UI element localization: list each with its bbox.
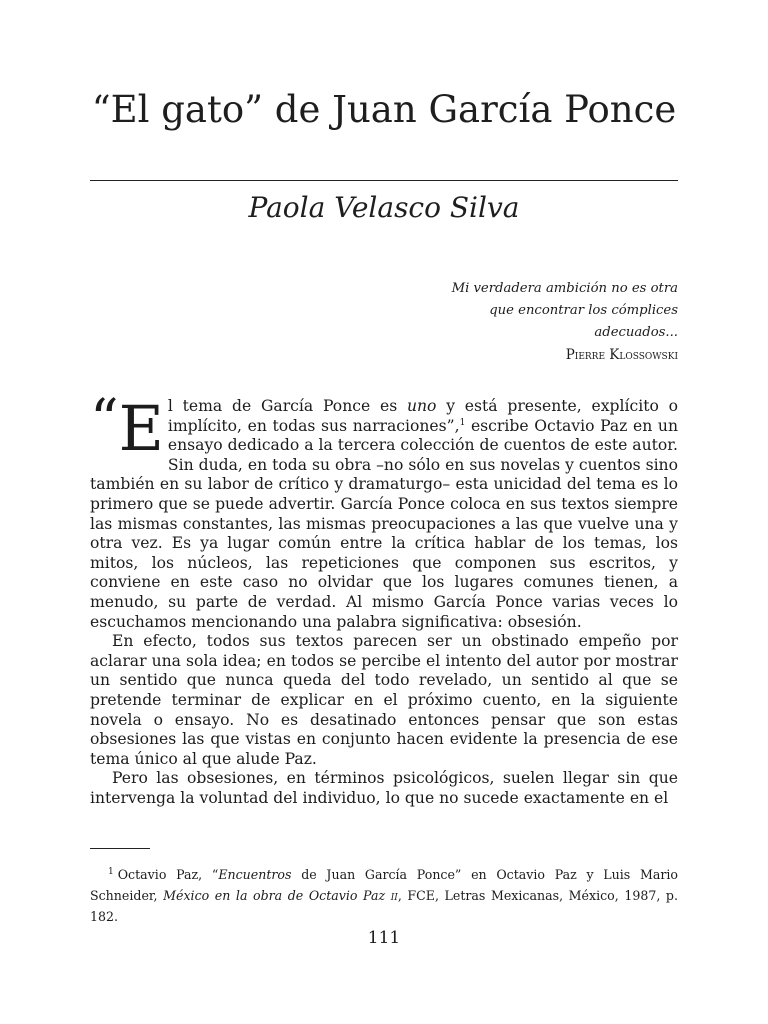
footnote-italic: México en la obra de Octavio Paz <box>163 888 391 903</box>
epigraph <box>318 278 678 366</box>
emphasis-text: uno <box>406 397 437 415</box>
article-author: Paola Velasco Silva <box>248 191 520 224</box>
paragraph-text: y está presente, explícito o implícito, en todas sus narraciones”, <box>167 397 678 435</box>
footnote-small-caps: ii <box>390 888 398 903</box>
footnote-divider <box>90 848 150 849</box>
paragraph-text: l tema de García Ponce es <box>167 397 407 415</box>
drop-cap-letter: E <box>118 392 164 465</box>
epigraph-line: que encontrar los cómplices <box>489 303 678 318</box>
drop-cap-quote: “ <box>90 388 117 453</box>
paragraph-3: Pero las obsesiones, en términos psicológicos, suelen llegar sin que intervenga la voluntad del individuo, lo que no sucede exactamente en el <box>90 769 678 807</box>
footnote-text: de Juan García Ponce” en Octavio Paz y Luis Mario Schneider, <box>90 867 678 903</box>
footnote <box>90 864 678 927</box>
paragraph-2: En efecto, todos sus textos parecen ser un obstinado empeño por aclarar una sola idea; en todos se percibe el intento del autor por mostrar un sentido que nunca queda del todo revelado, un sentido al que se pretende terminar de explicar en el próximo cuento, en la siguiente novela o ensayo. No es desatinado entonces pensar que son estas obsesiones las que vistas en conjunto hacen evidente la presencia de ese tema único al que alude Paz. <box>90 632 678 768</box>
drop-cap <box>90 388 164 465</box>
footnote-text: , FCE, Letras Mexicanas, México, 1987, p. 182. <box>90 888 678 924</box>
footnote-italic: Encuentros <box>218 867 292 882</box>
article-body <box>90 388 678 808</box>
paragraph-1 <box>90 388 678 632</box>
title-divider <box>90 180 678 181</box>
article-title: “El gato” de Juan García Ponce <box>91 88 677 131</box>
epigraph-attribution: Pierre Klossowski <box>565 347 678 363</box>
footnote-number: 1 <box>108 866 114 877</box>
epigraph-line: Mi verdadera ambición no es otra <box>451 281 678 296</box>
paragraph-text: escribe Octavio Paz en un ensayo dedicado a la tercera colección de cuentos de este autor. Sin duda, en toda su obra –no sólo en sus novelas y cuentos sino también en su labor de crítico y dramaturgo– esta unicidad del tema es lo primero que se puede advertir. García Ponce coloca en sus textos siempre las mismas constantes, las mismas preocupaciones a las que vuelve una y otra vez. Es ya lugar común entre la crítica hablar de los temas, los mitos, los núcleos, las repeticiones que componen sus escritos, y conviene en este caso no olvidar que los lugares comunes tienen, a menudo, su parte de verdad. Al mismo García Ponce varias veces lo escuchamos mencionando una palabra significativa: obsesión. <box>90 416 678 631</box>
epigraph-line: adecuados... <box>594 325 678 340</box>
footnote-reference[interactable]: 1 <box>459 417 466 428</box>
footnote-text: Octavio Paz, “ <box>117 867 219 882</box>
page-number: 111 <box>367 928 401 948</box>
